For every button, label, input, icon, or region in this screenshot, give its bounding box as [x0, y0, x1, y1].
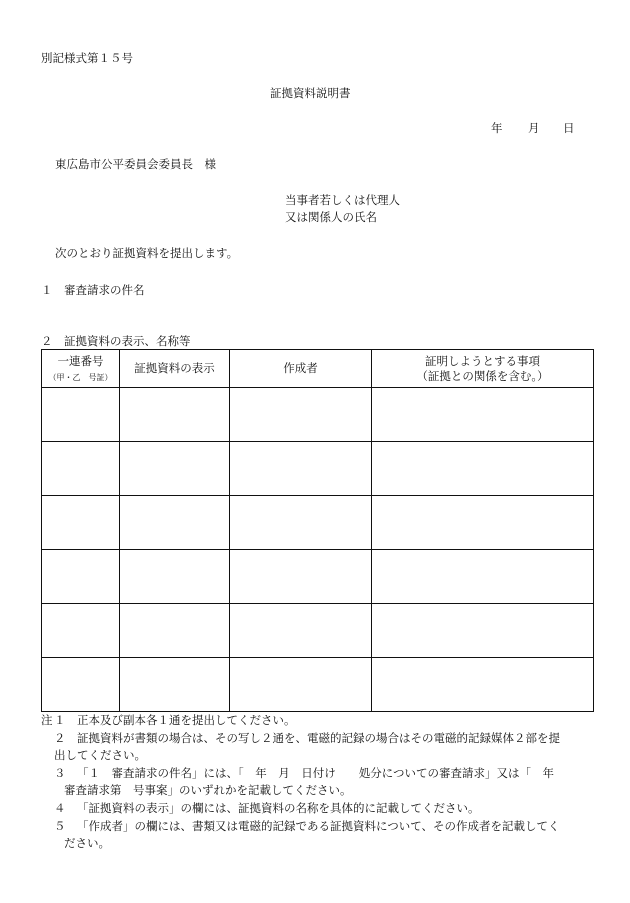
- table-row: [42, 604, 594, 658]
- note-4-number: ４: [54, 801, 66, 815]
- cell-creator[interactable]: [230, 604, 372, 658]
- cell-display[interactable]: [120, 442, 230, 496]
- header-serial-number-main: 一連番号: [57, 354, 104, 369]
- note-2-text-line2: 出してください。: [54, 748, 146, 762]
- document-title: 証拠資料説明書: [270, 86, 351, 100]
- header-matter-line2: （証拠との関係を含む。）: [416, 368, 549, 383]
- form-number: 別記様式第１５号: [41, 51, 133, 65]
- cell-serial[interactable]: [42, 550, 120, 604]
- cell-serial[interactable]: [42, 388, 120, 442]
- cell-serial[interactable]: [42, 604, 120, 658]
- cell-creator[interactable]: [230, 496, 372, 550]
- section-2-heading: ２ 証拠資料の表示、名称等: [41, 334, 191, 348]
- notes-prefix: 注: [41, 713, 53, 727]
- cell-display[interactable]: [120, 550, 230, 604]
- note-5-number: ５: [54, 819, 66, 833]
- table-row: [42, 388, 594, 442]
- cell-display[interactable]: [120, 388, 230, 442]
- header-serial-number-sub: （甲・乙 号証）: [48, 372, 113, 382]
- submitter-label-line2: 又は関係人の氏名: [285, 210, 377, 224]
- cell-display[interactable]: [120, 496, 230, 550]
- cell-display[interactable]: [120, 604, 230, 658]
- note-5-text-line2: ださい。: [64, 836, 110, 850]
- header-matter-line1: 証明しようとする事項: [425, 354, 540, 369]
- addressee: 東広島市公平委員会委員長 様: [55, 157, 216, 171]
- cell-serial[interactable]: [42, 442, 120, 496]
- table-row: [42, 658, 594, 712]
- note-3-text-line1: 「１ 審査請求の件名」には、「 年 月 日付け 処分についての審査請求」又は「 年: [77, 766, 555, 780]
- note-3-number: ３: [54, 766, 66, 780]
- cell-display[interactable]: [120, 658, 230, 712]
- note-1-text: 正本及び副本各１通を提出してください。: [77, 713, 296, 727]
- cell-serial[interactable]: [42, 658, 120, 712]
- table-header-row: [42, 350, 594, 388]
- cell-matter[interactable]: [372, 658, 594, 712]
- cell-creator[interactable]: [230, 442, 372, 496]
- cell-serial[interactable]: [42, 496, 120, 550]
- header-evidence-display: 証拠資料の表示: [120, 350, 230, 388]
- section-1-heading: １ 審査請求の件名: [41, 283, 145, 297]
- table-row: [42, 442, 594, 496]
- cell-matter[interactable]: [372, 442, 594, 496]
- note-3-text-line2: 審査請求第 号事案」のいずれかを記載してください。: [64, 783, 352, 797]
- cell-matter[interactable]: [372, 388, 594, 442]
- note-4-text: 「証拠資料の表示」の欄には、証拠資料の名称を具体的に記載してください。: [77, 801, 480, 815]
- note-1-number: １: [54, 713, 66, 727]
- cell-matter[interactable]: [372, 496, 594, 550]
- note-2-text-line1: 証拠資料が書類の場合は、その写し２通を、電磁的記録の場合はその電磁的記録媒体２部を提: [77, 731, 560, 745]
- date-month-label: 月: [528, 121, 540, 135]
- header-matter-to-prove: [372, 350, 594, 388]
- date-day-label: 日: [563, 121, 575, 135]
- cell-creator[interactable]: [230, 658, 372, 712]
- table-row: [42, 496, 594, 550]
- note-5-text-line1: 「作成者」の欄には、書類又は電磁的記録である証拠資料について、その作成者を記載してく: [77, 819, 560, 833]
- table-row: [42, 550, 594, 604]
- date-year-label: 年: [491, 121, 503, 135]
- intro-text: 次のとおり証拠資料を提出します。: [55, 246, 239, 260]
- submitter-label-line1: 当事者若しくは代理人: [285, 193, 400, 207]
- cell-creator[interactable]: [230, 550, 372, 604]
- note-2-number: ２: [54, 731, 66, 745]
- evidence-table: [41, 349, 594, 712]
- header-serial-number: [42, 350, 120, 388]
- cell-matter[interactable]: [372, 604, 594, 658]
- cell-matter[interactable]: [372, 550, 594, 604]
- cell-creator[interactable]: [230, 388, 372, 442]
- header-creator: 作成者: [230, 350, 372, 388]
